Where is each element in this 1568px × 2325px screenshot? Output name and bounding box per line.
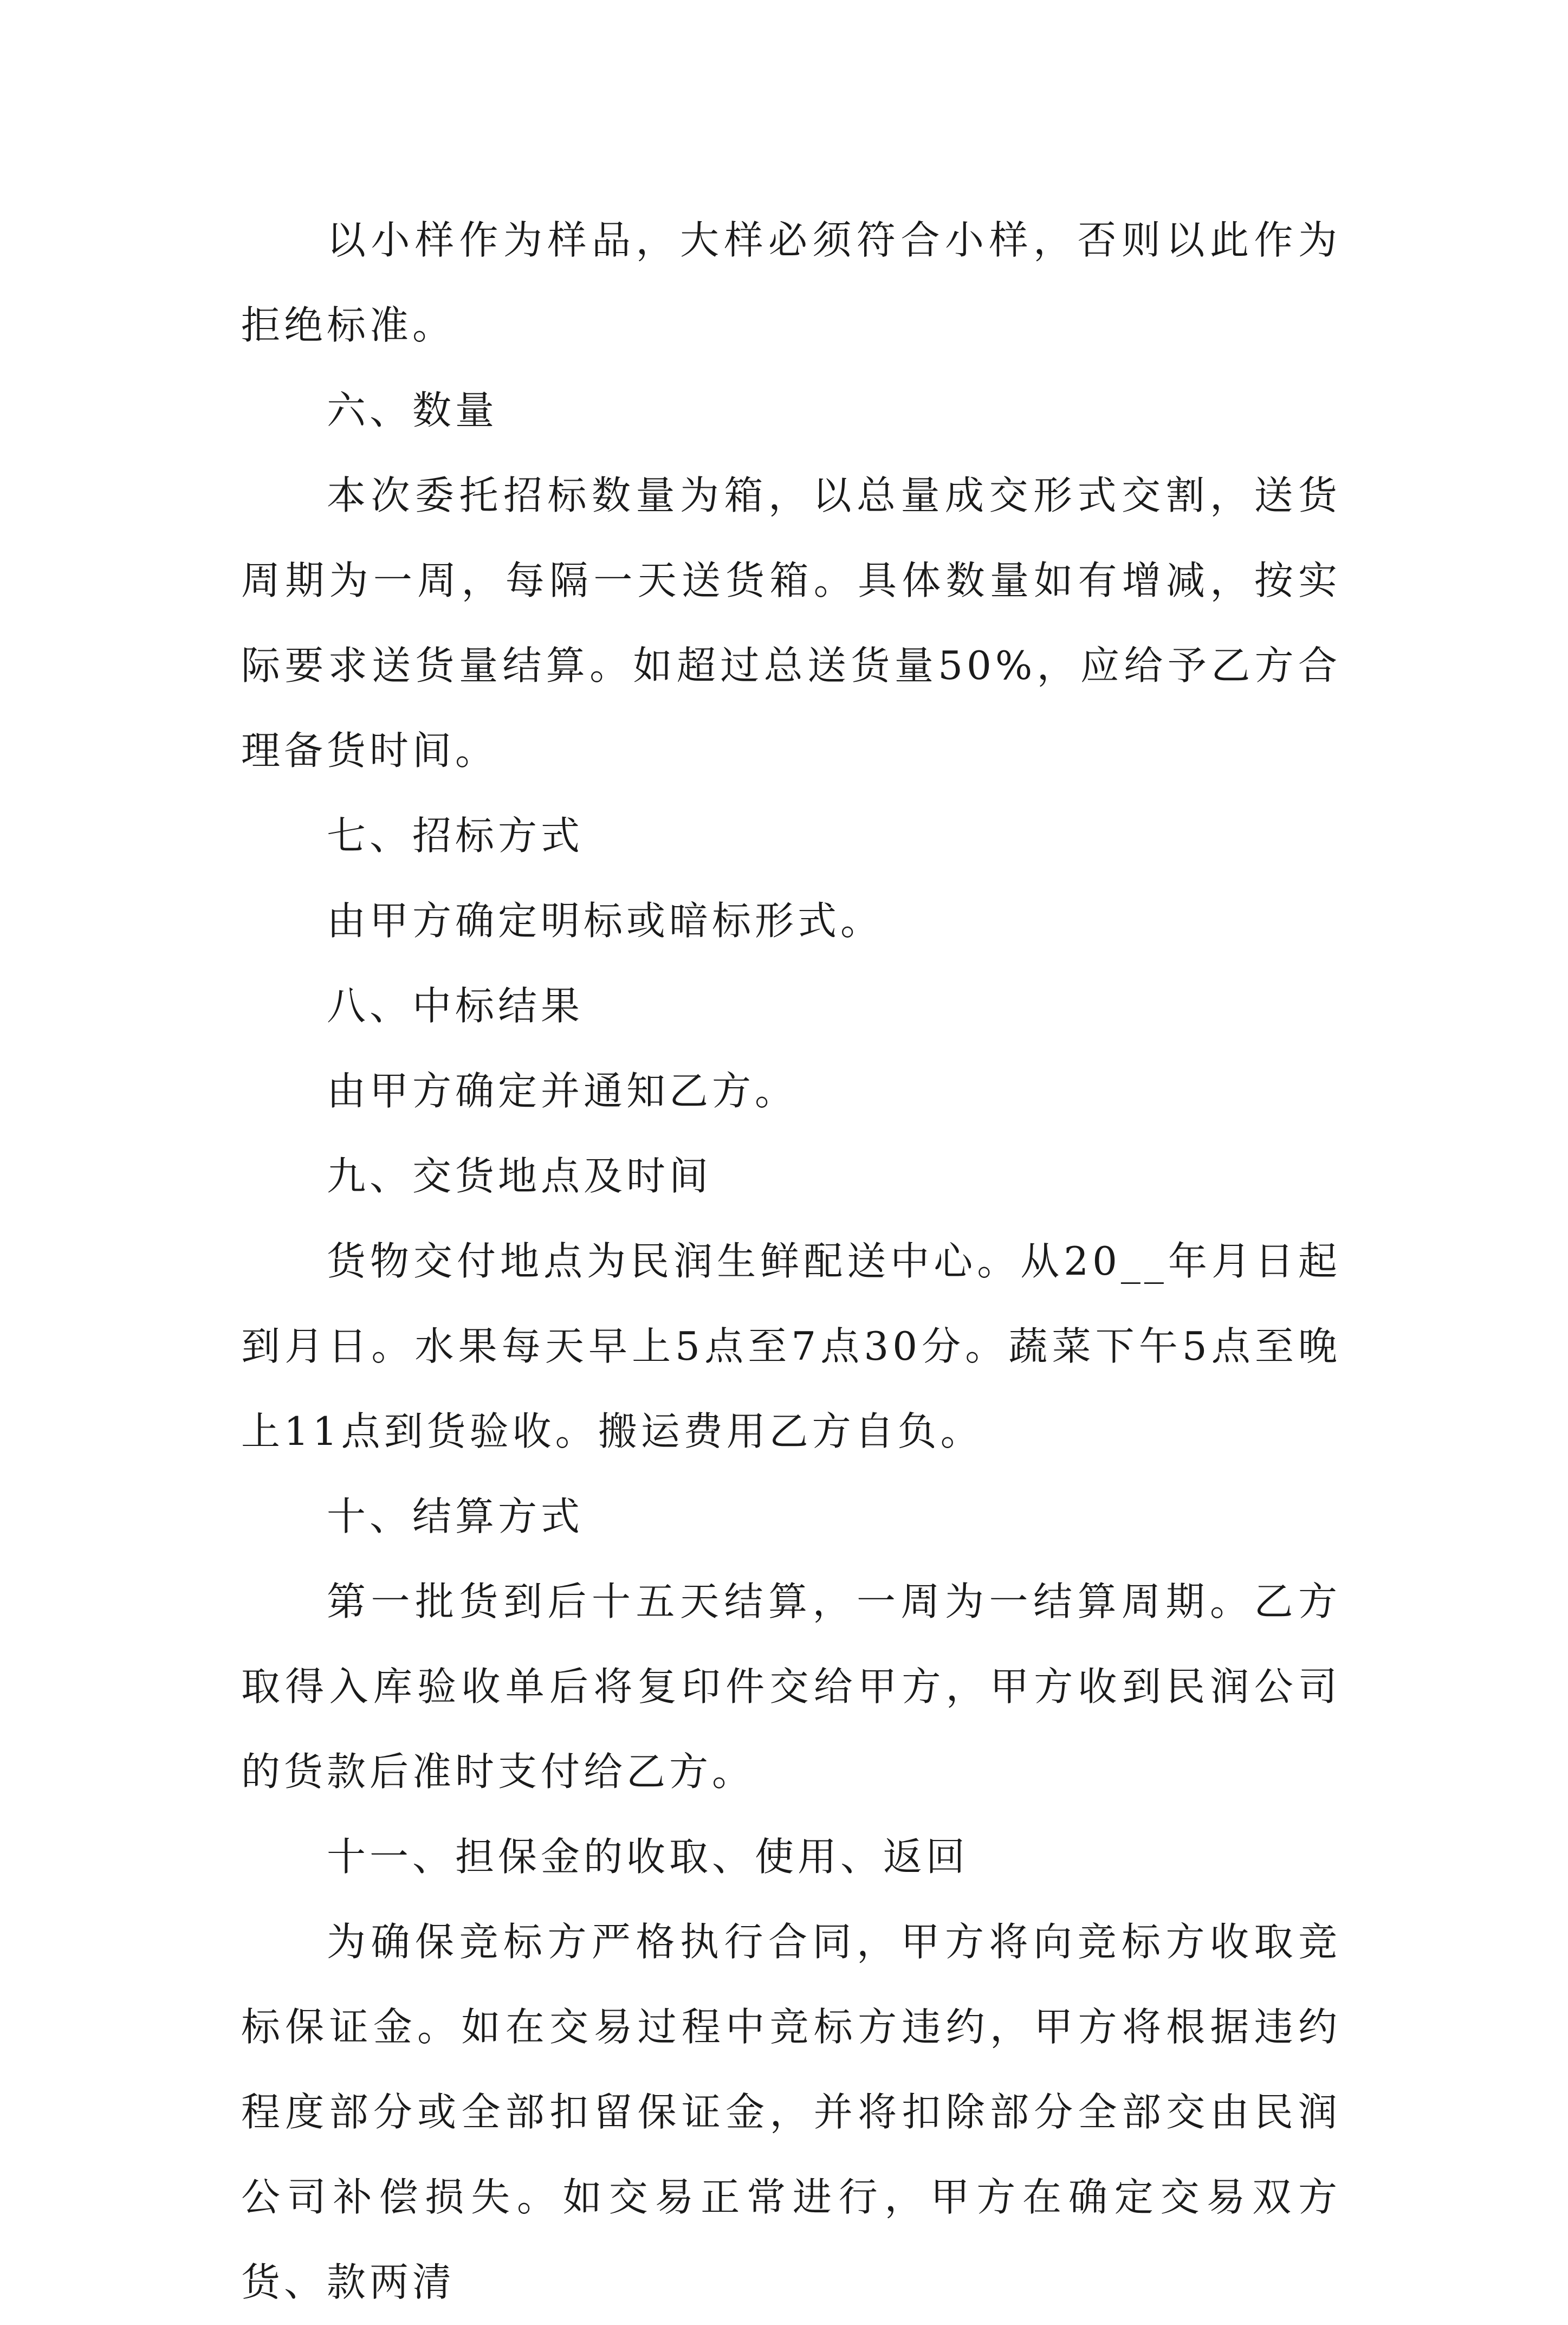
heading-deposit: 十一、担保金的收取、使用、返回 [327, 1834, 969, 1880]
heading-settlement: 十、结算方式 [327, 1494, 584, 1539]
heading-bid-result: 八、中标结果 [327, 983, 584, 1029]
document-body [241, 198, 1341, 2325]
heading-delivery: 九、交货地点及时间 [327, 1153, 712, 1199]
paragraph-quantity: 本次委托招标数量为箱，以总量成交形式交割，送货周期为一周，每隔一天送货箱。具体数量如有增减，按实际要求送货量结算。如超过总送货量50%，应给予乙方合理备货时间。 [241, 473, 1341, 773]
paragraph-sample-standard: 以小样作为样品，大样必须符合小样，否则以此作为拒绝标准。 [241, 217, 1341, 348]
paragraph-bid-result: 由甲方确定并通知乙方。 [327, 1068, 798, 1114]
paragraph-bidding-method: 由甲方确定明标或暗标形式。 [327, 898, 884, 944]
heading-quantity: 六、数量 [327, 388, 498, 433]
paragraph-deposit: 为确保竞标方严格执行合同，甲方将向竞标方收取竞标保证金。如在交易过程中竞标方违约，甲方将根据违约程度部分或全部扣留保证金，并将扣除部分全部交由民润公司补偿损失。如交易正常进行，甲方在确定交易双方货、款两清 [241, 1919, 1341, 2305]
paragraph-delivery: 货物交付地点为民润生鲜配送中心。从20__年月日起到月日。水果每天早上5点至7点30分。蔬菜下午5点至晚上11点到货验收。搬运费用乙方自负。 [241, 1238, 1341, 1454]
heading-bidding-method: 七、招标方式 [327, 813, 584, 858]
paragraph-settlement: 第一批货到后十五天结算，一周为一结算周期。乙方取得入库验收单后将复印件交给甲方，甲方收到民润公司的货款后准时支付给乙方。 [241, 1579, 1341, 1794]
